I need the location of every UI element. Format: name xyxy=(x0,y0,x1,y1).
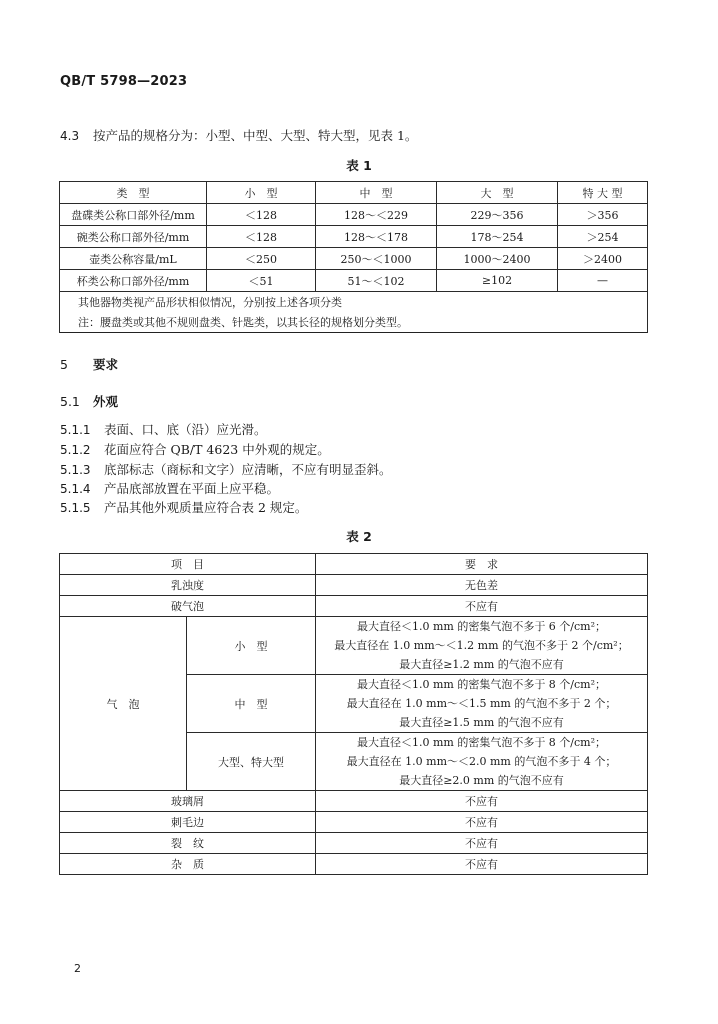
item-cell: 乳浊度 xyxy=(60,575,316,596)
cell: ＞2400 xyxy=(558,248,648,270)
table-row xyxy=(60,617,648,675)
cell: ＜128 xyxy=(207,226,316,248)
req-cell xyxy=(316,675,648,733)
req-line: 最大直径≥1.5 mm 的气泡不应有 xyxy=(399,716,564,729)
header-cell: 小 型 xyxy=(207,182,316,204)
table-header-row xyxy=(60,182,648,204)
section-number: 5.1 xyxy=(60,394,80,409)
table-1 xyxy=(59,181,648,333)
item-cell: 破气泡 xyxy=(60,596,316,617)
table-note-row xyxy=(60,312,648,333)
req-line: 最大直径≥2.0 mm 的气泡不应有 xyxy=(399,774,564,787)
table-note-row xyxy=(60,292,648,313)
section-5-1-heading xyxy=(60,392,118,410)
table-row xyxy=(60,226,648,248)
table-row xyxy=(60,575,648,596)
req-line: 最大直径在 1.0 mm～＜1.5 mm 的气泡不多于 2 个； xyxy=(346,697,617,710)
clause-text: 表面、口、底（沿）应光滑。 xyxy=(104,422,267,437)
table-row xyxy=(60,204,648,226)
table1-caption: 表 1 xyxy=(346,158,372,173)
clause-text: 花面应符合 QB/T 4623 中外观的规定。 xyxy=(104,442,330,457)
req-line: 最大直径＜1.0 mm 的密集气泡不多于 8 个/cm²； xyxy=(356,736,607,749)
req-line: 最大直径＜1.0 mm 的密集气泡不多于 6 个/cm²； xyxy=(356,620,607,633)
section-title: 外观 xyxy=(93,394,119,409)
clause-number: 5.1.3 xyxy=(60,463,91,477)
clause-5-1-1 xyxy=(60,420,267,438)
cell: ≥102 xyxy=(437,270,558,292)
req-cell: 无色差 xyxy=(316,575,648,596)
clause-4-3 xyxy=(60,126,417,144)
page-number: 2 xyxy=(74,962,81,975)
clause-text: 按产品的规格分为：小型、中型、大型、特大型，见表 1。 xyxy=(93,128,418,143)
section-number: 5 xyxy=(60,357,68,372)
cell: 盘碟类公称口部外径/mm xyxy=(60,204,207,226)
header-cell: 项 目 xyxy=(60,554,316,575)
req-cell xyxy=(316,617,648,675)
clause-number: 5.1.5 xyxy=(60,501,91,515)
size-cell: 大型、特大型 xyxy=(187,733,316,791)
req-line: 最大直径在 1.0 mm～＜1.2 mm 的气泡不多于 2 个/cm²； xyxy=(334,639,629,652)
table-row xyxy=(60,812,648,833)
header-cell: 类 型 xyxy=(60,182,207,204)
qipao-label: 气 泡 xyxy=(60,617,187,791)
table-row xyxy=(60,854,648,875)
req-cell: 不应有 xyxy=(316,596,648,617)
table-note: 其他器物类视产品形状相似情况，分别按上述各项分类 xyxy=(60,292,648,313)
table-row xyxy=(60,791,648,812)
header-cell: 要 求 xyxy=(316,554,648,575)
clause-number: 5.1.4 xyxy=(60,482,91,496)
cell: ＞356 xyxy=(558,204,648,226)
clause-5-1-3 xyxy=(60,460,392,478)
clause-text: 产品底部放置在平面上应平稳。 xyxy=(104,481,280,496)
cell: 51～＜102 xyxy=(316,270,437,292)
req-cell: 不应有 xyxy=(316,791,648,812)
clause-5-1-4 xyxy=(60,479,279,497)
size-cell: 小 型 xyxy=(187,617,316,675)
cell: 壶类公称容量/mL xyxy=(60,248,207,270)
section-5-heading xyxy=(60,355,118,373)
document-code: QB/T 5798—2023 xyxy=(60,74,188,89)
header-cell: 特 大 型 xyxy=(558,182,648,204)
req-cell: 不应有 xyxy=(316,812,648,833)
clause-number: 4.3 xyxy=(60,129,80,143)
header-cell: 中 型 xyxy=(316,182,437,204)
cell: 178～254 xyxy=(437,226,558,248)
size-cell: 中 型 xyxy=(187,675,316,733)
cell: 250～＜1000 xyxy=(316,248,437,270)
req-line: 最大直径在 1.0 mm～＜2.0 mm 的气泡不多于 4 个； xyxy=(346,755,617,768)
req-cell xyxy=(316,733,648,791)
cell: ＞254 xyxy=(558,226,648,248)
table-row xyxy=(60,833,648,854)
cell: 128～＜229 xyxy=(316,204,437,226)
clause-text: 产品其他外观质量应符合表 2 规定。 xyxy=(104,500,308,515)
item-cell: 玻璃屑 xyxy=(60,791,316,812)
cell: 杯类公称口部外径/mm xyxy=(60,270,207,292)
clause-text: 底部标志（商标和文字）应清晰，不应有明显歪斜。 xyxy=(104,462,392,477)
req-line: 最大直径＜1.0 mm 的密集气泡不多于 8 个/cm²； xyxy=(356,678,607,691)
item-cell: 刺毛边 xyxy=(60,812,316,833)
clause-5-1-2 xyxy=(60,440,330,458)
table-header-row xyxy=(60,554,648,575)
table2-caption: 表 2 xyxy=(346,529,372,544)
cell: ＜128 xyxy=(207,204,316,226)
cell: 碗类公称口部外径/mm xyxy=(60,226,207,248)
cell: 229～356 xyxy=(437,204,558,226)
cell: — xyxy=(558,270,648,292)
clause-number: 5.1.1 xyxy=(60,423,91,437)
cell: 128～＜178 xyxy=(316,226,437,248)
table-2 xyxy=(59,553,648,875)
req-cell: 不应有 xyxy=(316,854,648,875)
cell: ＜250 xyxy=(207,248,316,270)
table-footnote: 注：腰盘类或其他不规则盘类、针匙类，以其长径的规格划分类型。 xyxy=(60,312,648,333)
clause-number: 5.1.2 xyxy=(60,443,91,457)
clause-5-1-5 xyxy=(60,498,307,516)
req-line: 最大直径≥1.2 mm 的气泡不应有 xyxy=(399,658,564,671)
header-cell: 大 型 xyxy=(437,182,558,204)
req-cell: 不应有 xyxy=(316,833,648,854)
cell: 1000～2400 xyxy=(437,248,558,270)
section-title: 要求 xyxy=(93,357,119,372)
item-cell: 裂 纹 xyxy=(60,833,316,854)
item-cell: 杂 质 xyxy=(60,854,316,875)
table-row xyxy=(60,248,648,270)
table-row xyxy=(60,270,648,292)
table-row xyxy=(60,596,648,617)
cell: ＜51 xyxy=(207,270,316,292)
